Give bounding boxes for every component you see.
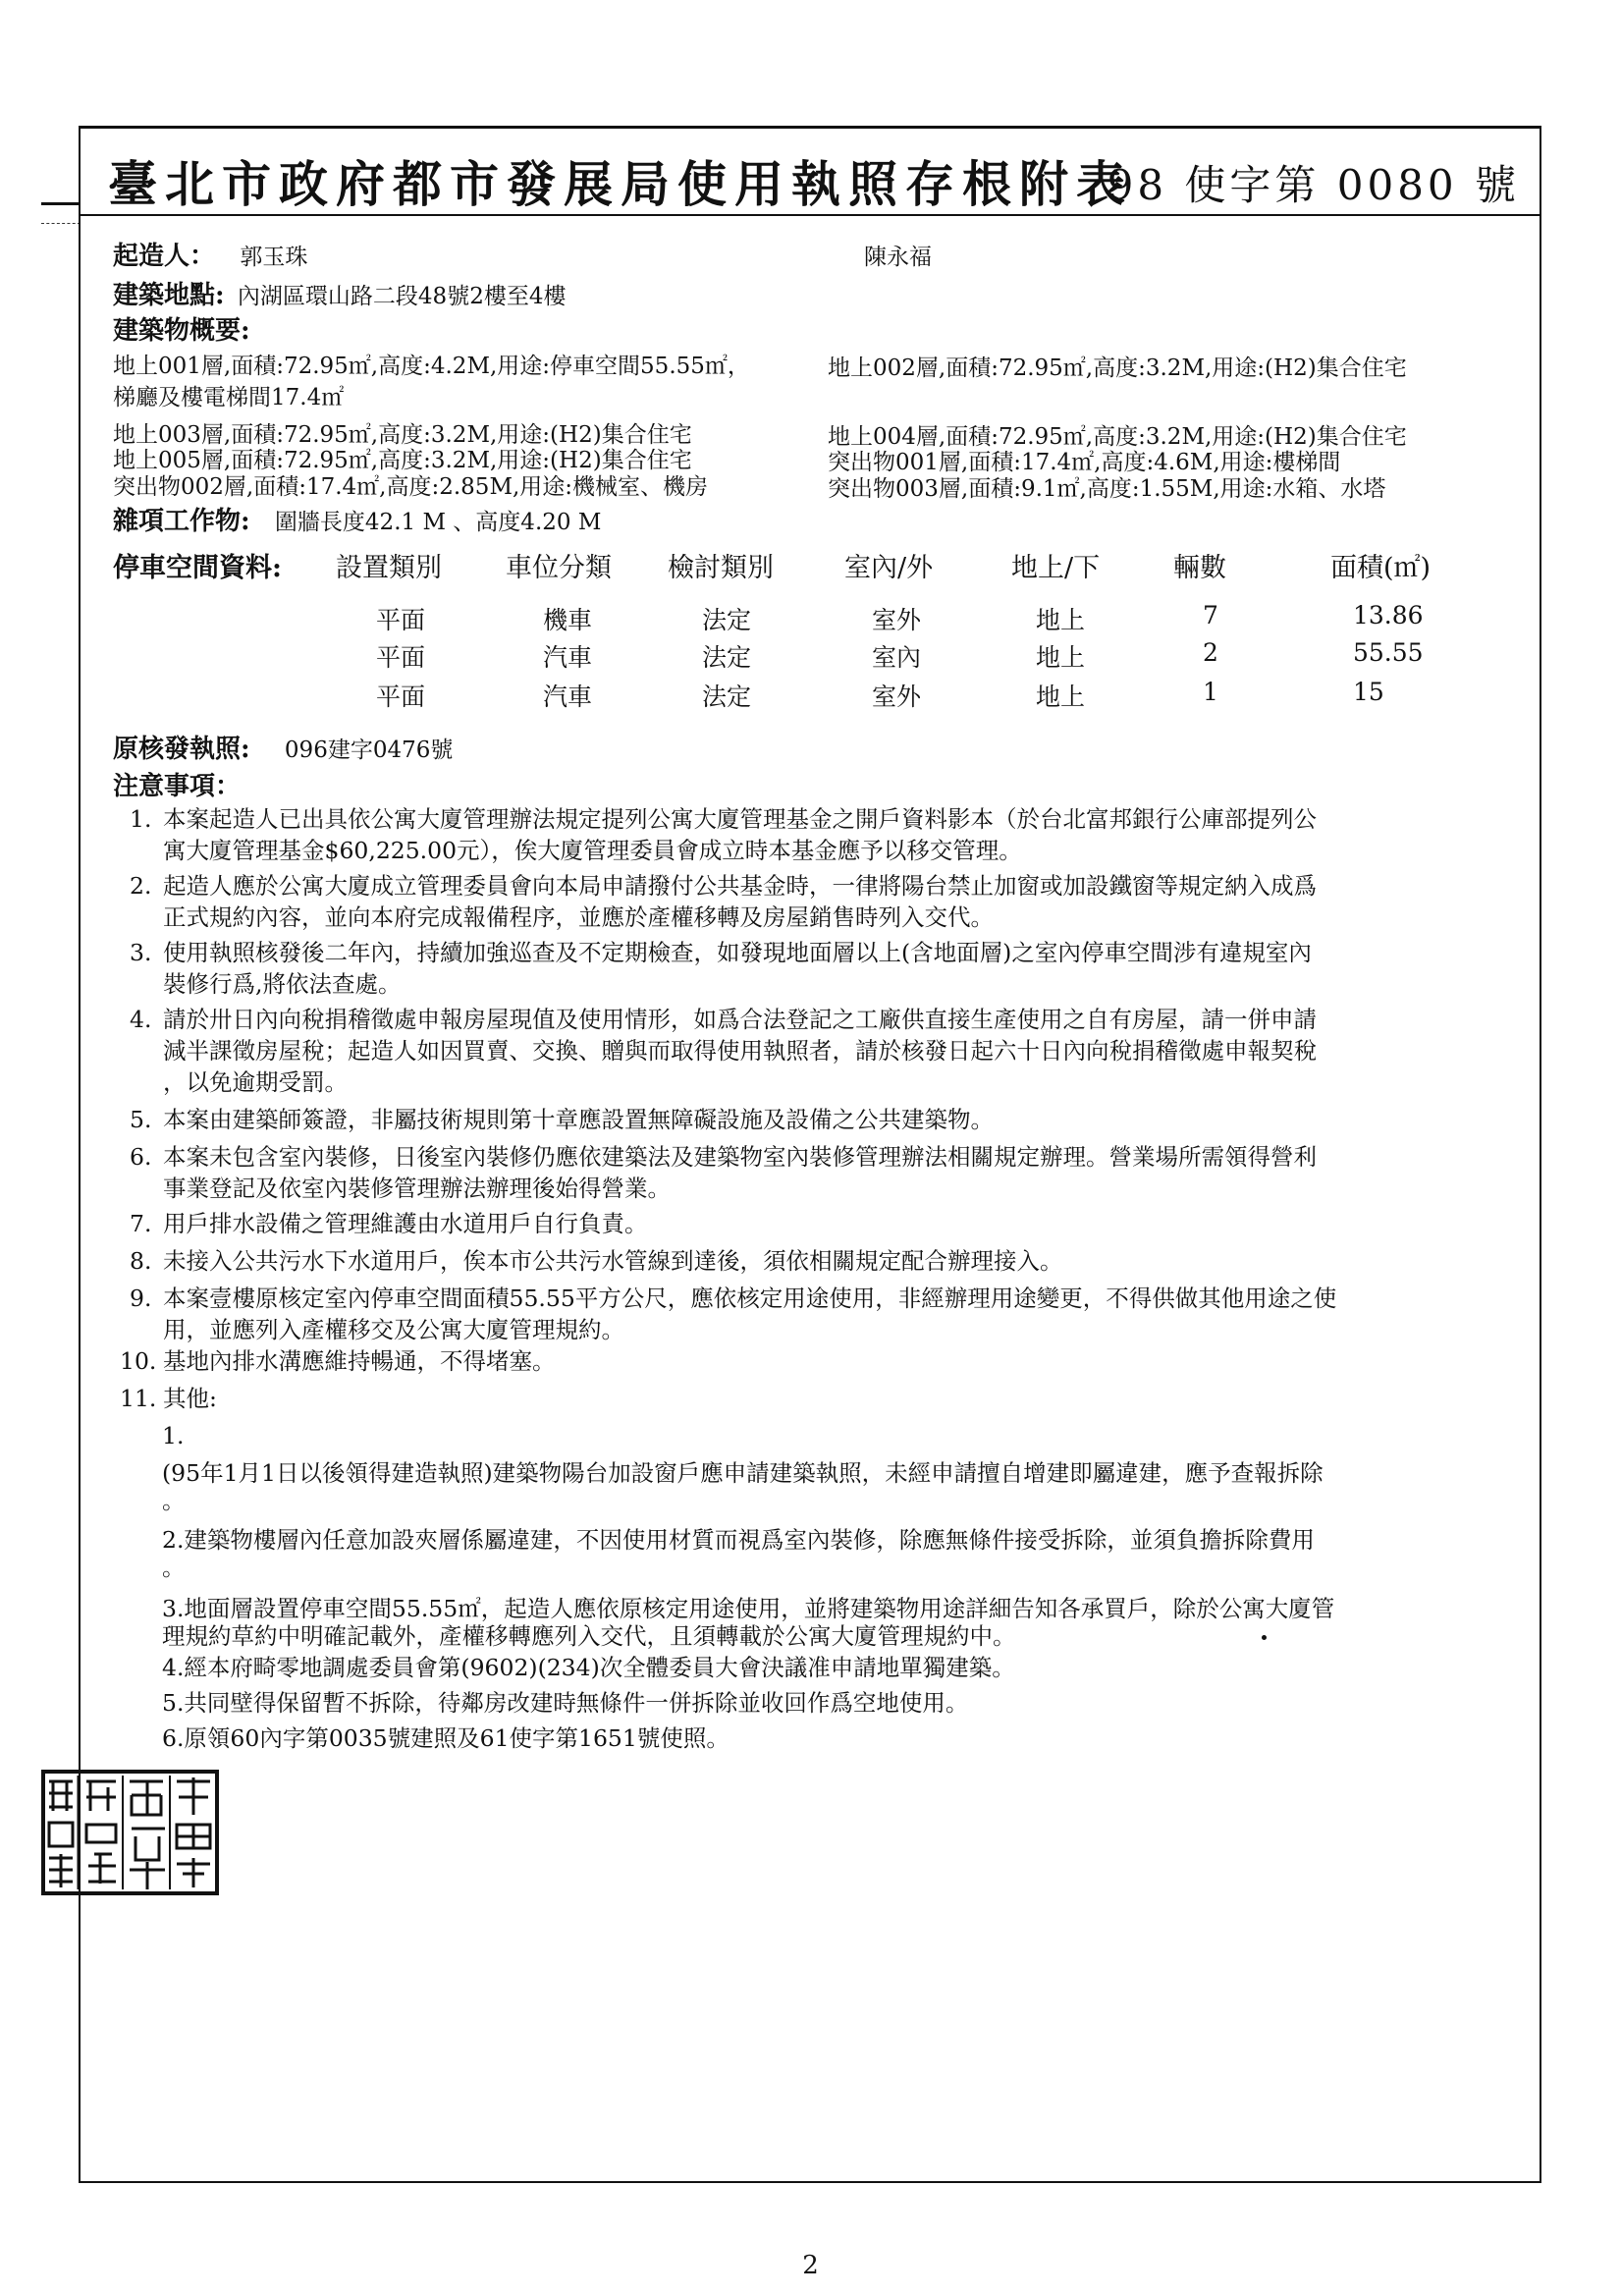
list-item: 7. 用戶排水設備之管理維護由水道用戶自行負責。 bbox=[130, 1210, 648, 1237]
page-title: 臺北市政府都市發展局使用執照存根附表 bbox=[108, 155, 1133, 213]
parking-col-class: 車位分類 bbox=[506, 553, 612, 583]
parking-header-row bbox=[0, 546, 1621, 585]
parking-col-count: 輛數 bbox=[1173, 553, 1226, 583]
misc-works-value: 圍牆長度42.1 M 、高度4.20 M bbox=[274, 510, 602, 535]
floor-1-line-b: 梯廳及樓電梯間17.4㎡ bbox=[113, 385, 345, 410]
list-item: 3. 使用執照核發後二年內，持續加強巡查及不定期檢查，如發現地面層以上(含地面層)之室內停車空間涉有違規室內 裝修行爲,將依法查處。 bbox=[130, 939, 1312, 998]
parking-col-review: 檢討類別 bbox=[668, 553, 774, 583]
table-row: 平面 汽車 法定 室內 地上 2 55.55 bbox=[376, 638, 1424, 672]
list-item: 1. 本案起造人已出具依公寓大廈管理辦法規定提列公寓大廈管理基金之開戶資料影本（於台北富邦銀行公庫部提列公 寓大廈管理基金$60,225.00元），俟大廈管理委員會成立時本基金應予以移交管理。 bbox=[130, 805, 1317, 864]
parking-col-inout: 室內/外 bbox=[844, 553, 934, 583]
stray-dot bbox=[1262, 1635, 1267, 1640]
floor-1-line-a: 地上001層,面積:72.95㎡,高度:4.2M,用途:停車空間55.55㎡， bbox=[113, 354, 750, 379]
parking-col-type: 設置類別 bbox=[336, 553, 442, 583]
list-item: 5. 本案由建築師簽證，非屬技術規則第十章應設置無障礙設施及設備之公共建築物。 bbox=[130, 1106, 994, 1133]
projection-2-line: 突出物002層,面積:17.4㎡,高度:2.85M,用途:機械室、機房 bbox=[113, 474, 709, 500]
original-permit-label: 原核發執照: bbox=[113, 735, 250, 764]
floor-2-line: 地上002層,面積:72.95㎡,高度:3.2M,用途:(H2)集合住宅 bbox=[828, 355, 1407, 381]
site-value: 內湖區環山路二段48號2樓至4樓 bbox=[237, 284, 567, 309]
table-row: 平面 機車 法定 室外 地上 7 13.86 bbox=[376, 601, 1424, 634]
original-permit-value: 096建字0476號 bbox=[284, 738, 454, 763]
list-item: 2. 起造人應於公寓大廈成立管理委員會向本局申請撥付公共基金時，一律將陽台禁止加窗或加設鐵窗等規定納入成爲 正式規約內容，並向本府完成報備程序，並應於產權移轉及房屋銷售時列入交代。 bbox=[130, 872, 1317, 931]
parking-col-area: 面積(㎡) bbox=[1330, 553, 1432, 583]
sub-item-1-line-2: 。 bbox=[162, 1487, 186, 1514]
list-item: 9. 本案壹樓原核定室內停車空間面積55.55平方公尺，應依核定用途使用，非經辦理用途變更，不得供做其他用途之使 用，並應列入產權移交及公寓大廈管理規約。 bbox=[130, 1285, 1337, 1343]
header-divider bbox=[79, 214, 1541, 216]
misc-works-label: 雜項工作物: bbox=[113, 507, 250, 536]
overview-label: 建築物概要: bbox=[113, 316, 250, 346]
parking-col-level: 地上/下 bbox=[1011, 553, 1101, 583]
owners-row bbox=[113, 236, 307, 272]
seal-graphic bbox=[39, 1768, 221, 1897]
list-item: 6. 本案未包含室內裝修，日後室內裝修仍應依建築法及建築物室內裝修管理辦法相關規定辦理。營業場所需領得營利 事業登記及依室內裝修管理辦法辦理後始得營業。 bbox=[130, 1143, 1317, 1202]
header bbox=[79, 128, 1541, 216]
original-permit-row bbox=[113, 729, 453, 765]
sub-item-4: 4.經本府畸零地調處委員會第(9602)(234)次全體委員大會決議准申請地單獨建築。 bbox=[162, 1654, 1015, 1681]
official-seal bbox=[39, 1768, 221, 1897]
sub-item-2-line-1: 2.建築物樓層內任意加設夾層係屬違建，不因使用材質而視爲室內裝修，除應無條件接受拆除，並須負擔拆除費用 bbox=[162, 1526, 1315, 1554]
sub-item-5: 5.共同壁得保留暫不拆除，待鄰房改建時無條件一併拆除並收回作爲空地使用。 bbox=[162, 1689, 969, 1717]
owner-name-1: 郭玉珠 bbox=[240, 245, 308, 270]
projection-3-line: 突出物003層,面積:9.1㎡,高度:1.55M,用途:水箱、水塔 bbox=[828, 476, 1386, 502]
misc-works-row bbox=[113, 501, 601, 537]
floor-4-line: 地上004層,面積:72.95㎡,高度:3.2M,用途:(H2)集合住宅 bbox=[828, 424, 1407, 450]
sub-item-3-line-1: 3.地面層設置停車空間55.55㎡，起造人應依原核定用途使用，並將建築物用途詳細告知各承買戶，除於公寓大廈管 bbox=[162, 1595, 1335, 1622]
site-row bbox=[113, 275, 566, 311]
table-row: 平面 汽車 法定 室外 地上 1 15 bbox=[376, 678, 1384, 711]
list-item: 10. 基地內排水溝應維持暢通，不得堵塞。 bbox=[120, 1347, 556, 1375]
sub-item-2-line-2: 。 bbox=[162, 1554, 186, 1581]
notes-label: 注意事項： bbox=[113, 772, 242, 801]
list-item: 8. 未接入公共污水下水道用戶，俟本市公共污水管線到達後，須依相關規定配合辦理接入。 bbox=[130, 1247, 1063, 1275]
scan-edge-mark bbox=[41, 202, 81, 224]
projection-1-line: 突出物001層,面積:17.4㎡,高度:4.6M,用途:樓梯間 bbox=[828, 450, 1341, 475]
floor-5-line: 地上005層,面積:72.95㎡,高度:3.2M,用途:(H2)集合住宅 bbox=[113, 448, 692, 473]
list-item: 11. 其他: bbox=[120, 1385, 217, 1412]
sub-item-6: 6.原領60內字第0035號建照及61使字第1651號使照。 bbox=[162, 1724, 729, 1752]
document-number: 98 使字第 0080 號 bbox=[1107, 161, 1520, 209]
parking-label: 停車空間資料: bbox=[113, 553, 282, 583]
sub-item-1-line-1: (95年1月1日以後領得建造執照)建築物陽台加設窗戶應申請建築執照，未經申請擅自增建即屬違建，應予查報拆除 bbox=[162, 1459, 1324, 1487]
site-label: 建築地點: bbox=[113, 281, 225, 310]
page-number: 2 bbox=[802, 2251, 819, 2280]
owners-label: 起造人： bbox=[113, 242, 216, 271]
list-item: 4. 請於卅日內向稅捐稽徵處申報房屋現值及使用情形，如爲合法登記之工廠供直接生產使用之自有房屋，請一併申請 減半課徵房屋稅；起造人如因買賣、交換、贈與而取得使用執照者，請於核發日起六十日內向稅捐稽徵處申報契稅 ，以免逾期受罰。 bbox=[130, 1006, 1317, 1096]
owner-name-2: 陳永福 bbox=[864, 245, 932, 270]
sub-item-1-number: 1. bbox=[162, 1422, 185, 1449]
floor-3-line: 地上003層,面積:72.95㎡,高度:3.2M,用途:(H2)集合住宅 bbox=[113, 422, 692, 448]
sub-item-3-line-2: 理規約草約中明確記載外，產權移轉應列入交代，且須轉載於公寓大廈管理規約中。 bbox=[162, 1622, 1016, 1650]
